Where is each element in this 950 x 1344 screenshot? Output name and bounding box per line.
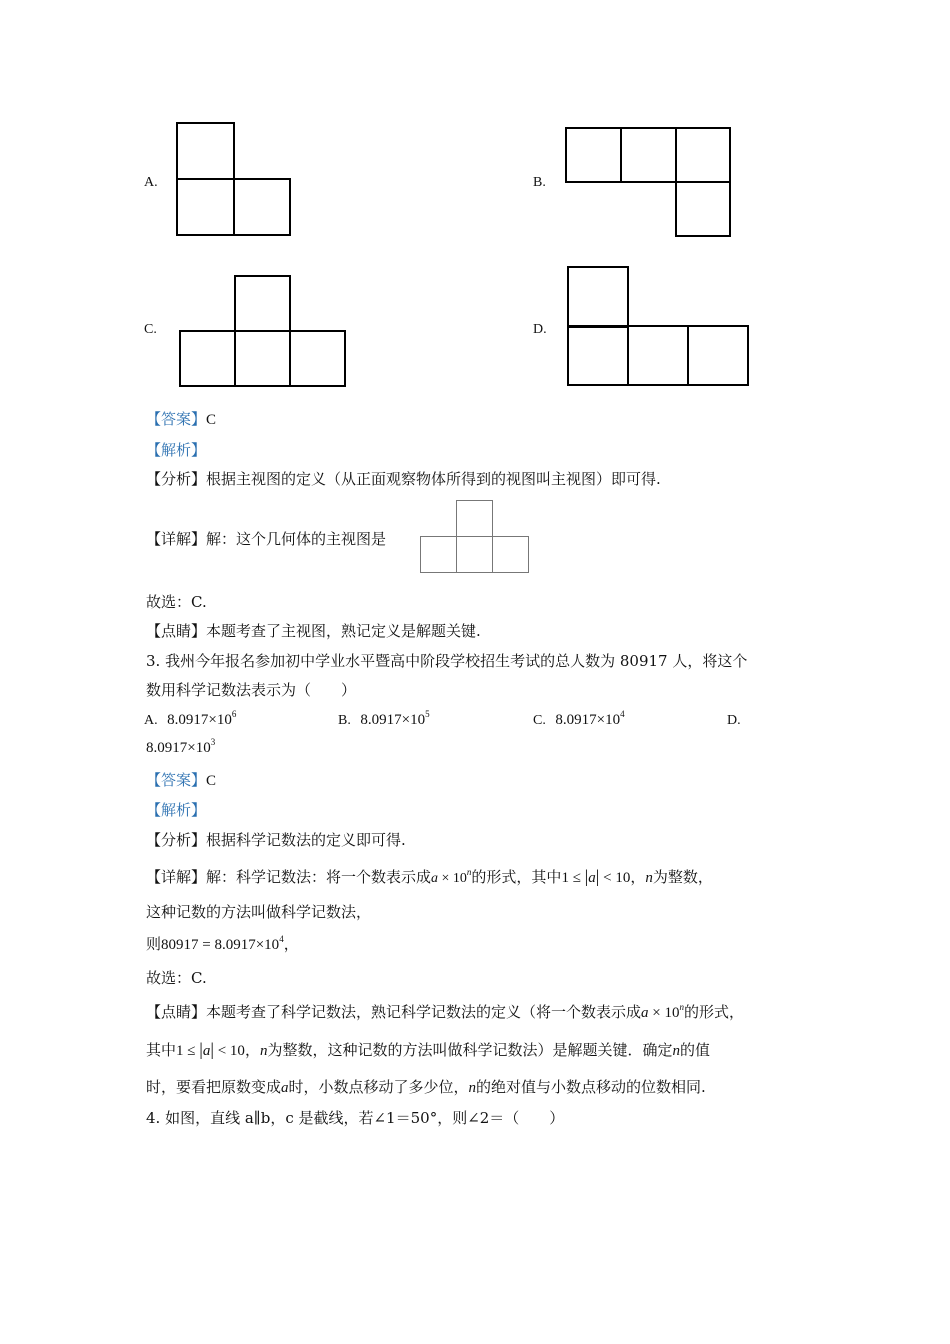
math-var: n	[645, 870, 653, 886]
option-exponent: 5	[425, 709, 430, 719]
answer-value: C	[206, 773, 217, 789]
q3-dianjing-line1	[146, 1002, 744, 1023]
option-value: 8.0917×10	[146, 740, 211, 756]
q2-analysis-tag: 【解析】	[146, 441, 207, 459]
option-label: B.	[338, 713, 351, 728]
q4-stem: 4. 如图，直线 a∥b，c 是截线，若∠1＝50°，则∠2＝（ ）	[146, 1109, 565, 1127]
q3-analysis-tag: 【解析】	[146, 801, 207, 819]
option-exponent: 6	[231, 709, 237, 719]
q2-dianjing: 【点睛】本题考查了主视图，熟记定义是解题关键.	[146, 622, 481, 640]
q3-ze-line	[146, 934, 299, 955]
figure-square	[176, 122, 235, 180]
option-c-label: C.	[144, 322, 157, 337]
q3-option-c	[533, 709, 625, 731]
math-text: < 10	[213, 1043, 245, 1059]
figure-square	[176, 178, 235, 236]
abs-bar: |	[199, 1039, 203, 1059]
figure-square	[420, 536, 457, 573]
option-a-label: A.	[144, 175, 158, 190]
text: 为整数，	[652, 868, 713, 886]
q3-option-d-value	[146, 737, 215, 758]
q3-xiangjie-line2: 这种记数的方法叫做科学记数法，	[146, 903, 372, 921]
figure-square	[675, 127, 731, 183]
math-text: 80917 = 8.0917×10	[161, 937, 280, 953]
answer-tag: 【答案】	[146, 410, 207, 428]
q3-stem-line2: 数用科学记数法表示为（ ）	[146, 681, 357, 699]
text: ，	[283, 935, 299, 953]
figure-square	[234, 275, 291, 332]
text: 为整数，这种记数的方法叫做科学记数法）是解题关键．确定	[267, 1041, 673, 1059]
text: ，	[244, 1041, 260, 1059]
abs-bar: |	[210, 1039, 214, 1059]
figure-square	[627, 325, 689, 386]
abs-bar: |	[595, 866, 600, 886]
math-var: a	[281, 1080, 289, 1096]
answer-tag: 【答案】	[146, 771, 207, 789]
text: ，	[630, 868, 646, 886]
figure-square	[620, 127, 677, 183]
figure-square	[233, 178, 291, 236]
option-b-label: B.	[533, 175, 546, 190]
text: 其中	[146, 1041, 177, 1059]
q2-xiangjie: 【详解】解：这个几何体的主视图是	[146, 530, 387, 548]
q3-xiangjie	[146, 866, 713, 889]
math-var: n	[259, 1043, 268, 1059]
figure-square	[289, 330, 346, 387]
q3-dianjing-line2	[146, 1039, 710, 1061]
math-text: 1 ≤	[176, 1043, 200, 1059]
text: 【详解】解：科学记数法：将一个数表示成	[146, 868, 432, 886]
answer-value: C	[206, 412, 217, 428]
math-var: n	[672, 1043, 680, 1059]
figure-square	[492, 536, 529, 573]
text: 的形式，其中	[471, 868, 562, 886]
q3-option-b	[338, 709, 430, 731]
option-value: 8.0917×10	[555, 712, 621, 728]
figure-square	[687, 325, 749, 386]
q2-guxuan: 故选：C.	[146, 593, 207, 611]
option-value: 8.0917×10	[360, 712, 426, 728]
option-value: 8.0917×10	[167, 712, 232, 728]
figure-square	[675, 181, 731, 237]
figure-square	[567, 325, 629, 386]
option-label: D.	[727, 713, 741, 728]
text: 的绝对值与小数点移动的位数相同.	[476, 1078, 706, 1096]
math-text: < 10	[599, 870, 631, 886]
text: 的形式，	[683, 1003, 744, 1021]
figure-square	[565, 127, 622, 183]
math-exponent: n	[466, 867, 472, 877]
abs-bar: |	[584, 866, 589, 886]
math-var: a	[202, 1043, 211, 1059]
math-text: × 10	[648, 1005, 680, 1021]
figure-square	[234, 330, 291, 387]
text: 时，小数点移动了多少位，	[288, 1078, 469, 1096]
option-exponent: 3	[210, 737, 216, 747]
figure-square	[567, 266, 629, 328]
q3-guxuan: 故选：C.	[146, 969, 207, 987]
math-var: n	[468, 1080, 477, 1096]
q2-fenxi: 【分析】根据主视图的定义（从正面观察物体所得到的视图叫主视图）即可得.	[146, 470, 661, 488]
text: 【点睛】本题考查了科学记数法，熟记科学记数法的定义（将一个数表示成	[146, 1003, 642, 1021]
math-exponent: 4	[279, 934, 284, 944]
math-var: a	[641, 1005, 649, 1021]
q3-dianjing-line3	[146, 1077, 706, 1098]
q3-answer	[146, 770, 216, 791]
math-text: × 10	[438, 871, 467, 886]
text: 时，要看把原数变成	[146, 1078, 282, 1096]
text: 则	[146, 935, 162, 953]
text: 的值	[679, 1041, 710, 1059]
figure-square	[179, 330, 236, 387]
option-exponent: 4	[620, 709, 625, 719]
math-var: a	[588, 870, 596, 886]
q3-option-a	[144, 709, 236, 731]
q3-option-d-label	[727, 709, 741, 731]
option-d-label: D.	[533, 322, 547, 337]
figure-square	[456, 536, 493, 573]
q3-fenxi: 【分析】根据科学记数法的定义即可得.	[146, 831, 406, 849]
math-var: a	[431, 871, 439, 886]
q2-answer	[146, 409, 216, 430]
math-text: 1 ≤	[561, 870, 585, 886]
option-label: C.	[533, 713, 546, 728]
option-label: A.	[144, 713, 158, 728]
figure-square	[456, 500, 493, 537]
q3-stem-line1: 3. 我州今年报名参加初中学业水平暨高中阶段学校招生考试的总人数为 80917 人，将这个	[146, 652, 748, 670]
math-exponent: n	[679, 1002, 684, 1012]
